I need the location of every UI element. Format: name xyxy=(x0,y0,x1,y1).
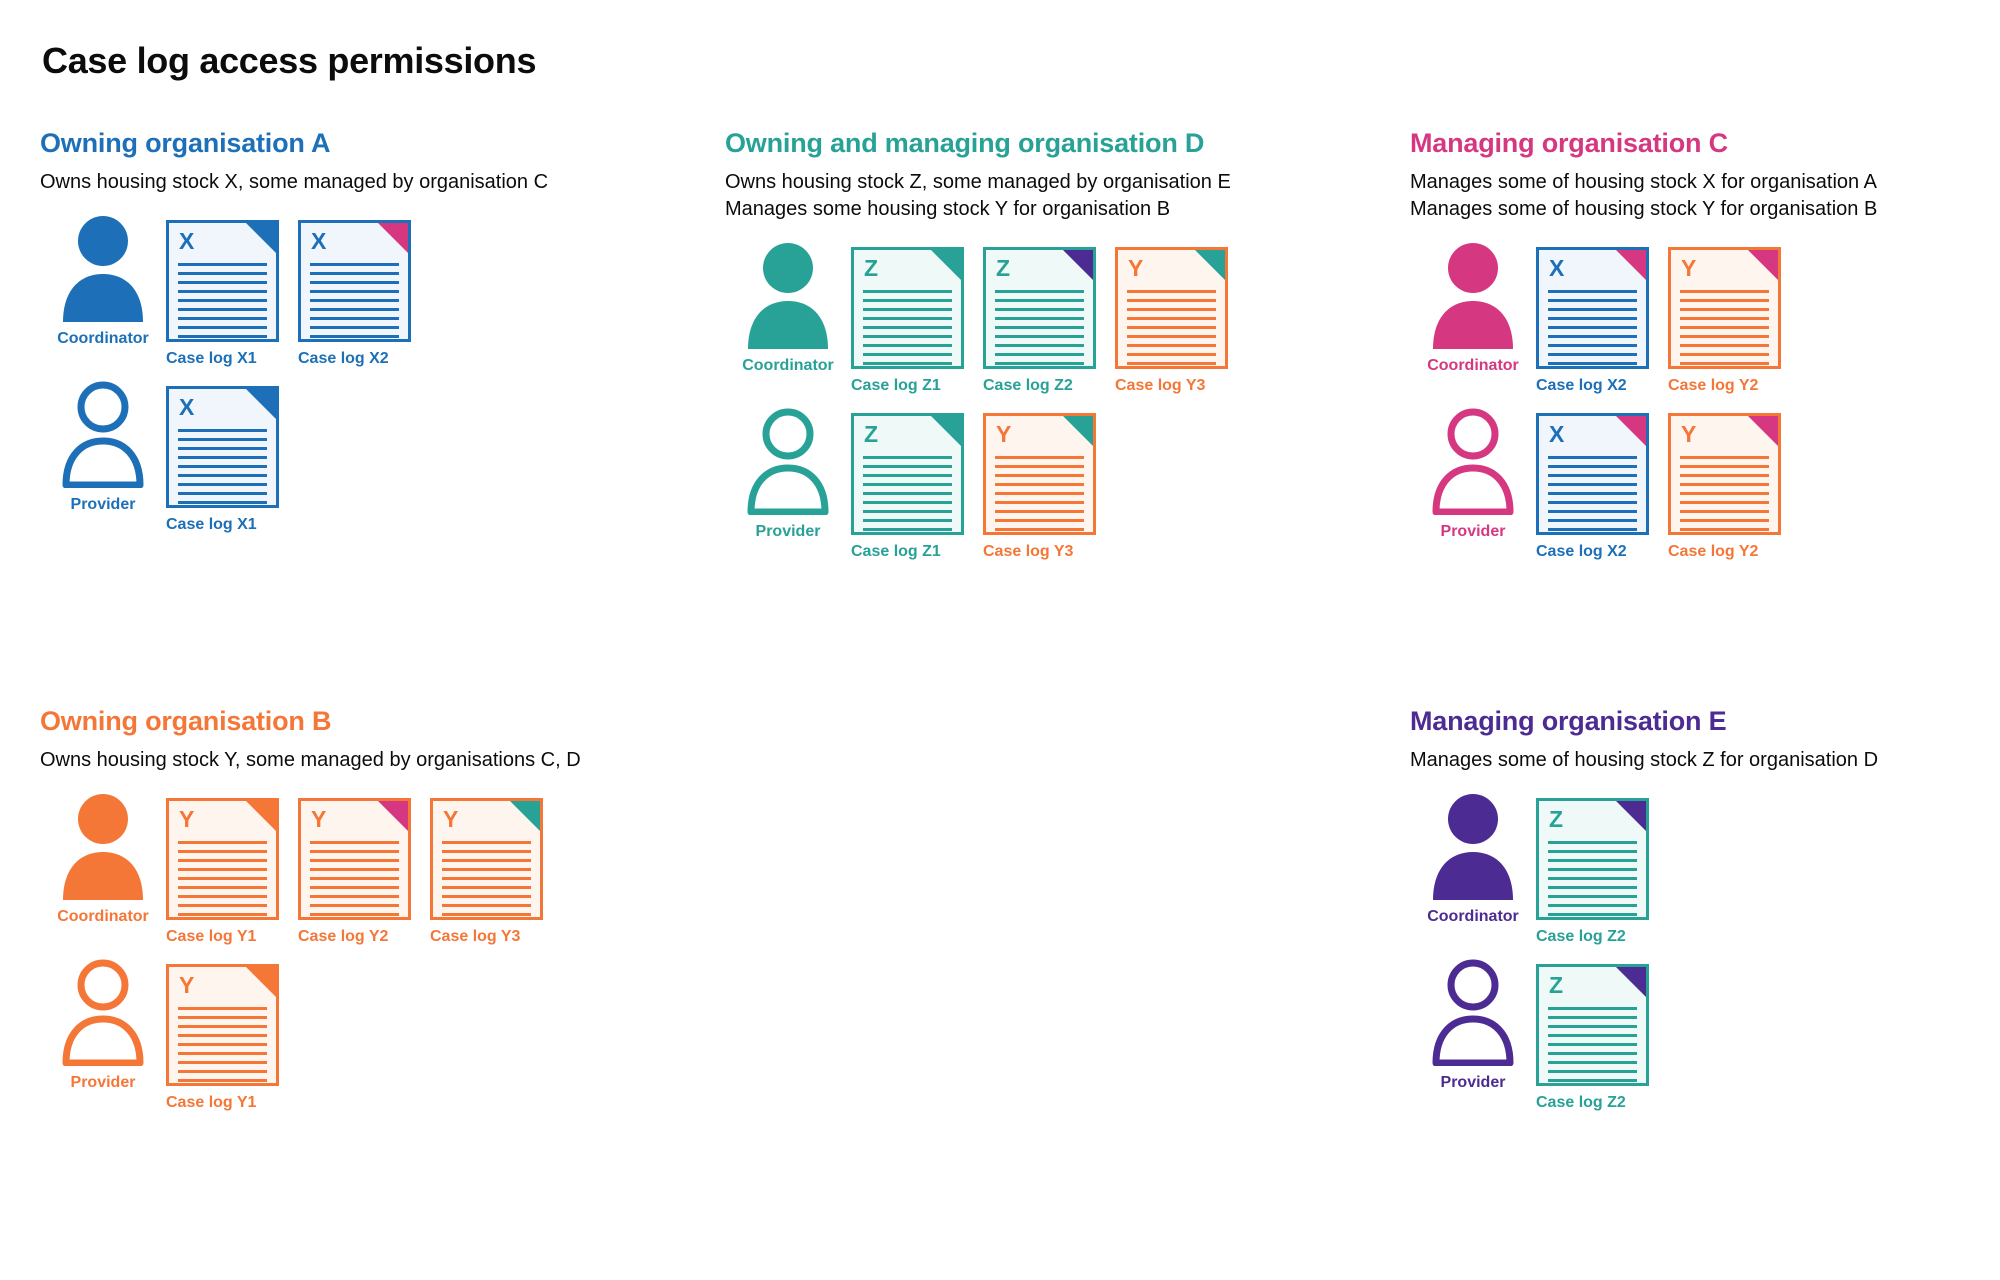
case-log-label: Case log Y2 xyxy=(1668,543,1759,560)
doc-stock-letter: Y xyxy=(1681,421,1697,447)
doc-corner-fold-icon xyxy=(1616,967,1646,997)
group-description-line: Manages some housing stock Y for organisation B xyxy=(725,198,1171,220)
person-outline-icon xyxy=(57,958,149,1066)
doc-text-lines xyxy=(1680,456,1769,535)
doc-text-lines xyxy=(1548,290,1637,369)
case-log-label: Case log X2 xyxy=(1536,377,1627,394)
case-log-list xyxy=(1536,241,1781,395)
case-log-list xyxy=(851,407,1096,561)
doc-stock-letter: X xyxy=(179,228,195,254)
case-log-doc[interactable] xyxy=(1536,413,1649,561)
case-log-list xyxy=(166,380,279,534)
case-log-doc-card xyxy=(983,413,1096,535)
doc-corner-fold-icon xyxy=(246,389,276,419)
case-log-doc[interactable] xyxy=(298,220,411,368)
organisation-group-org-d xyxy=(725,128,1365,573)
group-title: Managing organisation E xyxy=(1410,706,1727,736)
role-coordinator xyxy=(1410,792,1536,926)
case-log-doc[interactable] xyxy=(1115,247,1228,395)
person-outline-icon xyxy=(742,407,834,515)
case-log-list xyxy=(166,214,411,368)
group-description xyxy=(1410,169,2000,223)
role-row xyxy=(1410,958,2000,1112)
case-log-doc-card xyxy=(1536,798,1649,920)
case-log-doc[interactable] xyxy=(1668,413,1781,561)
role-coordinator xyxy=(1410,241,1536,375)
case-log-doc[interactable] xyxy=(1536,247,1649,395)
case-log-doc[interactable] xyxy=(1668,247,1781,395)
case-log-doc-card xyxy=(1668,247,1781,369)
role-row xyxy=(40,792,680,946)
group-description-line: Manages some of housing stock Y for organisation B xyxy=(1410,198,1878,220)
case-log-label: Case log X2 xyxy=(298,350,389,367)
doc-corner-fold-icon xyxy=(1195,250,1225,280)
role-provider xyxy=(40,380,166,514)
role-row xyxy=(1410,407,2000,561)
person-filled-icon xyxy=(1427,792,1519,900)
role-provider xyxy=(1410,958,1536,1092)
case-log-label: Case log Y3 xyxy=(1115,377,1206,394)
role-row xyxy=(40,214,680,368)
doc-stock-letter: Y xyxy=(443,806,459,832)
organisation-group-org-a xyxy=(40,128,680,546)
doc-text-lines xyxy=(863,456,952,535)
doc-stock-letter: Y xyxy=(179,972,195,998)
person-outline-icon xyxy=(1427,958,1519,1066)
role-label: Coordinator xyxy=(1427,357,1519,374)
role-row xyxy=(725,407,1365,561)
case-log-label: Case log Y2 xyxy=(1668,377,1759,394)
doc-corner-fold-icon xyxy=(931,250,961,280)
case-log-doc-card xyxy=(983,247,1096,369)
case-log-label: Case log Y3 xyxy=(430,928,521,945)
case-log-doc-card xyxy=(1536,964,1649,1086)
group-description-line: Manages some of housing stock Z for organisation D xyxy=(1410,749,1879,771)
case-log-list xyxy=(1536,792,1649,946)
case-log-doc-card xyxy=(166,220,279,342)
case-log-doc[interactable] xyxy=(983,247,1096,395)
case-log-doc-card xyxy=(166,386,279,508)
role-label: Coordinator xyxy=(57,330,149,347)
doc-text-lines xyxy=(1127,290,1216,369)
case-log-doc[interactable] xyxy=(166,964,279,1112)
case-log-label: Case log Z2 xyxy=(983,377,1073,394)
doc-stock-letter: X xyxy=(1549,421,1565,447)
doc-text-lines xyxy=(178,263,267,342)
doc-stock-letter: Z xyxy=(996,255,1011,281)
person-filled-icon xyxy=(742,241,834,349)
case-log-list xyxy=(166,958,279,1112)
doc-stock-letter: Z xyxy=(864,421,879,447)
case-log-doc-card xyxy=(430,798,543,920)
role-coordinator xyxy=(40,214,166,348)
organisation-group-org-c xyxy=(1410,128,2000,573)
doc-corner-fold-icon xyxy=(1063,416,1093,446)
case-log-label: Case log Y1 xyxy=(166,928,257,945)
role-label: Provider xyxy=(755,523,821,540)
group-description xyxy=(1410,747,2000,774)
doc-text-lines xyxy=(1548,841,1637,920)
doc-stock-letter: Y xyxy=(1128,255,1144,281)
case-log-label: Case log X2 xyxy=(1536,543,1627,560)
case-log-doc[interactable] xyxy=(983,413,1096,561)
case-log-doc[interactable] xyxy=(298,798,411,946)
doc-stock-letter: Z xyxy=(1549,806,1564,832)
doc-corner-fold-icon xyxy=(246,801,276,831)
case-log-doc-card xyxy=(851,413,964,535)
case-log-label: Case log Z2 xyxy=(1536,1094,1626,1111)
doc-stock-letter: X xyxy=(1549,255,1565,281)
role-row xyxy=(1410,241,2000,395)
case-log-list xyxy=(851,241,1228,395)
case-log-list xyxy=(1536,407,1781,561)
case-log-label: Case log Y2 xyxy=(298,928,389,945)
case-log-doc-card xyxy=(1536,413,1649,535)
doc-corner-fold-icon xyxy=(378,223,408,253)
doc-stock-letter: X xyxy=(179,394,195,420)
page-title: Case log access permissions xyxy=(42,40,537,81)
case-log-label: Case log X1 xyxy=(166,350,257,367)
role-provider xyxy=(1410,407,1536,541)
doc-text-lines xyxy=(995,290,1084,369)
person-filled-icon xyxy=(57,214,149,322)
role-provider xyxy=(40,958,166,1092)
doc-stock-letter: Y xyxy=(311,806,327,832)
case-log-doc[interactable] xyxy=(166,798,279,946)
group-description-line: Owns housing stock Y, some managed by organisations C, D xyxy=(40,749,581,771)
case-log-doc[interactable] xyxy=(166,220,279,368)
doc-corner-fold-icon xyxy=(1748,250,1778,280)
role-provider xyxy=(725,407,851,541)
case-log-doc[interactable] xyxy=(851,413,964,561)
case-log-doc[interactable] xyxy=(430,798,543,946)
doc-text-lines xyxy=(178,841,267,920)
doc-text-lines xyxy=(1548,456,1637,535)
group-title: Owning and managing organisation D xyxy=(725,128,1205,158)
case-log-doc-card xyxy=(1115,247,1228,369)
case-log-label: Case log Y1 xyxy=(166,1094,257,1111)
doc-corner-fold-icon xyxy=(1748,416,1778,446)
doc-text-lines xyxy=(178,429,267,508)
organisation-group-org-b xyxy=(40,706,680,1124)
doc-text-lines xyxy=(995,456,1084,535)
case-log-doc[interactable] xyxy=(166,386,279,534)
role-coordinator xyxy=(725,241,851,375)
doc-stock-letter: Z xyxy=(864,255,879,281)
role-label: Provider xyxy=(1440,523,1506,540)
doc-text-lines xyxy=(863,290,952,369)
doc-stock-letter: Z xyxy=(1549,972,1564,998)
group-description xyxy=(40,747,680,774)
role-row xyxy=(40,958,680,1112)
person-filled-icon xyxy=(1427,241,1519,349)
person-outline-icon xyxy=(1427,407,1519,515)
case-log-label: Case log Z2 xyxy=(1536,928,1626,945)
group-title: Owning organisation A xyxy=(40,128,331,158)
doc-stock-letter: Y xyxy=(1681,255,1697,281)
case-log-list xyxy=(1536,958,1649,1112)
case-log-list xyxy=(166,792,543,946)
doc-corner-fold-icon xyxy=(931,416,961,446)
doc-corner-fold-icon xyxy=(510,801,540,831)
role-label: Provider xyxy=(70,1074,136,1091)
case-log-doc-card xyxy=(166,964,279,1086)
doc-corner-fold-icon xyxy=(1616,801,1646,831)
person-filled-icon xyxy=(57,792,149,900)
role-label: Provider xyxy=(1440,1074,1506,1091)
doc-corner-fold-icon xyxy=(246,223,276,253)
group-description xyxy=(725,169,1365,223)
organisation-group-org-e xyxy=(1410,706,2000,1124)
doc-text-lines xyxy=(178,1007,267,1086)
doc-corner-fold-icon xyxy=(1616,250,1646,280)
case-log-label: Case log Z1 xyxy=(851,543,941,560)
case-log-doc[interactable] xyxy=(1536,964,1649,1112)
case-log-label: Case log Z1 xyxy=(851,377,941,394)
doc-stock-letter: Y xyxy=(996,421,1012,447)
doc-stock-letter: Y xyxy=(179,806,195,832)
doc-text-lines xyxy=(442,841,531,920)
doc-corner-fold-icon xyxy=(246,967,276,997)
case-log-doc-card xyxy=(166,798,279,920)
case-log-label: Case log X1 xyxy=(166,516,257,533)
doc-text-lines xyxy=(1680,290,1769,369)
role-label: Coordinator xyxy=(742,357,834,374)
case-log-doc-card xyxy=(298,220,411,342)
role-label: Coordinator xyxy=(1427,908,1519,925)
case-log-label: Case log Y3 xyxy=(983,543,1074,560)
doc-corner-fold-icon xyxy=(1616,416,1646,446)
case-log-doc-card xyxy=(1668,413,1781,535)
group-title: Managing organisation C xyxy=(1410,128,1728,158)
role-label: Provider xyxy=(70,496,136,513)
case-log-doc[interactable] xyxy=(851,247,964,395)
doc-text-lines xyxy=(1548,1007,1637,1086)
case-log-doc-card xyxy=(851,247,964,369)
group-description-line: Owns housing stock X, some managed by organisation C xyxy=(40,171,549,193)
role-row xyxy=(40,380,680,534)
role-label: Coordinator xyxy=(57,908,149,925)
group-description-line: Owns housing stock Z, some managed by organisation E xyxy=(725,171,1231,193)
doc-stock-letter: X xyxy=(311,228,327,254)
group-title: Owning organisation B xyxy=(40,706,332,736)
role-row xyxy=(1410,792,2000,946)
case-log-doc-card xyxy=(1536,247,1649,369)
group-description xyxy=(40,169,680,196)
person-outline-icon xyxy=(57,380,149,488)
doc-corner-fold-icon xyxy=(378,801,408,831)
role-row xyxy=(725,241,1365,395)
role-coordinator xyxy=(40,792,166,926)
doc-text-lines xyxy=(310,841,399,920)
doc-corner-fold-icon xyxy=(1063,250,1093,280)
group-description-line: Manages some of housing stock X for organisation A xyxy=(1410,171,1877,193)
case-log-doc-card xyxy=(298,798,411,920)
case-log-doc[interactable] xyxy=(1536,798,1649,946)
doc-text-lines xyxy=(310,263,399,342)
